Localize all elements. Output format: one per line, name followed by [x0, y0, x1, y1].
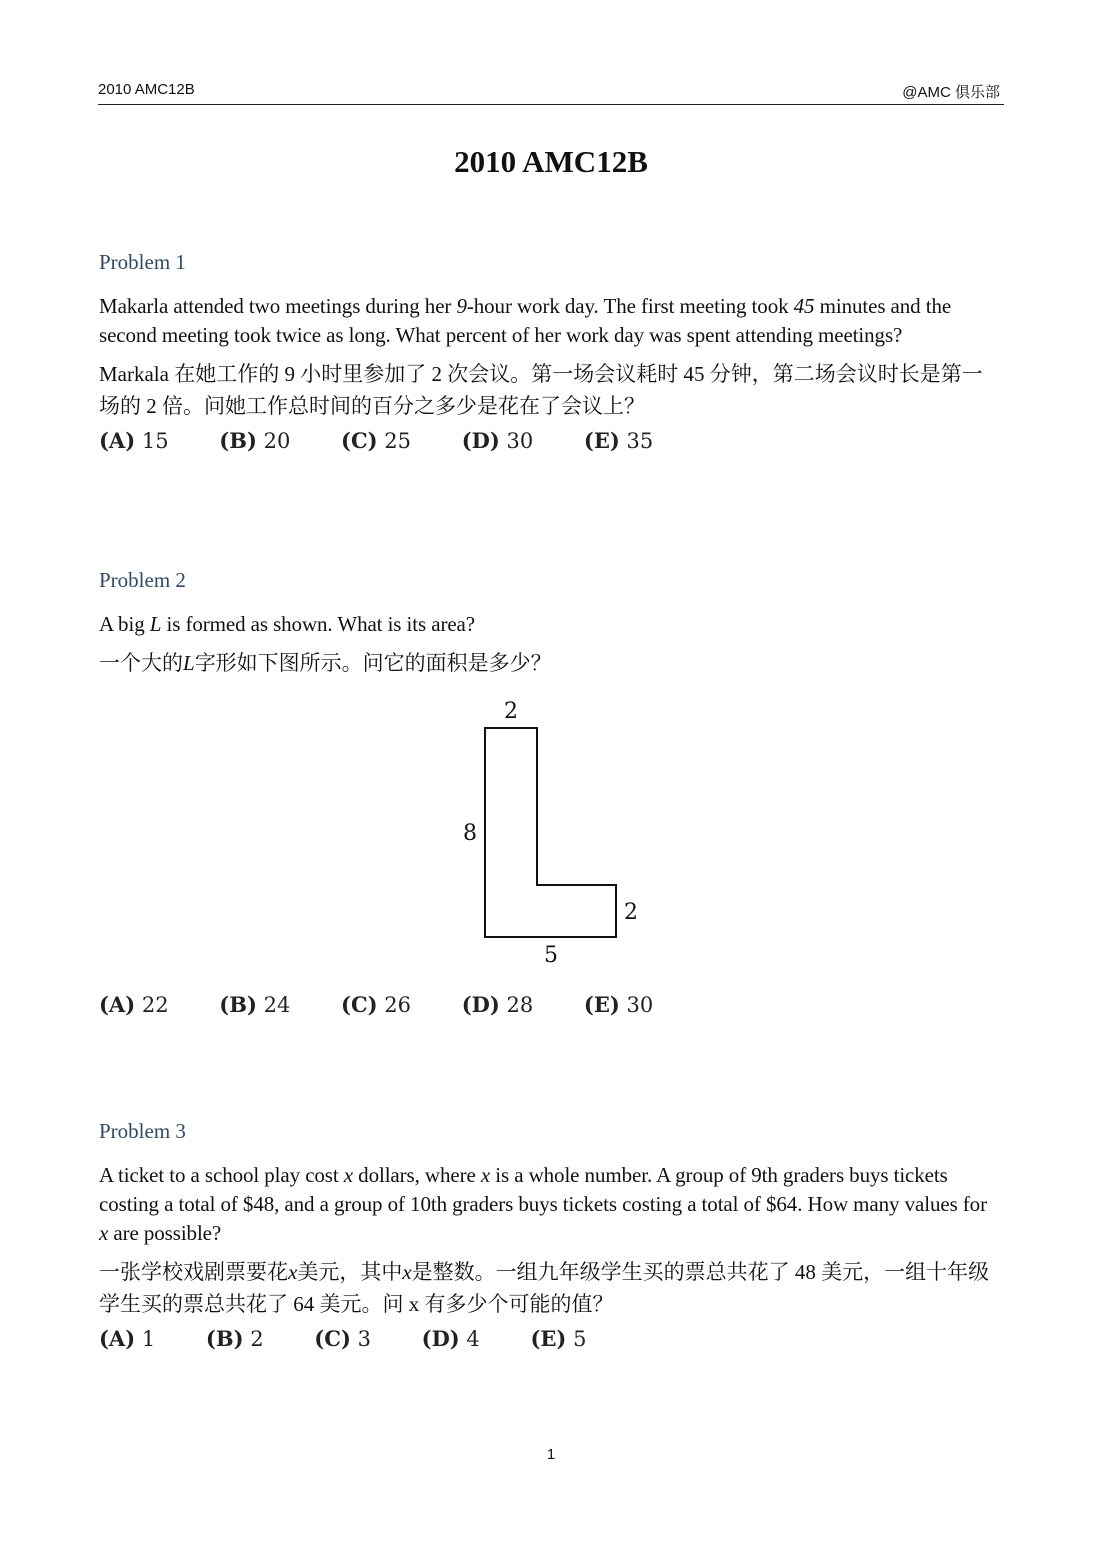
choice-value: 35 [626, 429, 654, 453]
choice-letter: (D) [461, 992, 500, 1017]
choice-e [584, 992, 653, 1017]
math-run: L [149, 612, 162, 636]
choice-letter: (A) [99, 1326, 136, 1351]
l-shape-outline [485, 728, 616, 937]
problem-1-choices [99, 428, 999, 453]
choice-value: 2 [250, 1327, 264, 1351]
problem-3-heading: Problem 3 [99, 1119, 186, 1143]
math-run: 48 [253, 1192, 275, 1216]
choice-letter: (C) [341, 428, 378, 453]
choice-e [584, 428, 653, 453]
math-run: 45 [793, 294, 815, 318]
choice-d [462, 992, 534, 1017]
choice-letter: (E) [530, 1326, 567, 1351]
choice-c [341, 428, 411, 453]
problem-3 [99, 1119, 999, 1351]
math-run: 9 [456, 294, 467, 318]
problem-2-heading: Problem 2 [99, 568, 186, 592]
choice-d [422, 1326, 480, 1351]
problem-2 [99, 568, 999, 683]
l-shape-figure [455, 694, 655, 970]
choice-letter: (D) [421, 1326, 460, 1351]
math-run: L [183, 651, 195, 675]
problem-2-choices [99, 992, 697, 1017]
choice-value: 26 [384, 993, 412, 1017]
choice-a [99, 1326, 155, 1351]
text-run: Makarla attended two meetings during her [99, 294, 457, 318]
text-run: are possible? [108, 1221, 222, 1245]
choice-letter: (C) [314, 1326, 351, 1351]
document-title: 2010 AMC12B [454, 144, 648, 179]
math-run: x [343, 1163, 354, 1187]
math-run: x [99, 1221, 109, 1245]
choice-e [530, 1326, 586, 1351]
problem-3-english [99, 1161, 999, 1248]
problem-2-chinese [99, 647, 999, 679]
text-run: 一个大的 [99, 651, 183, 675]
choice-letter: (B) [219, 992, 257, 1017]
choice-d [462, 428, 534, 453]
text-run: . How many values for [797, 1192, 987, 1216]
choice-value: 15 [141, 429, 169, 453]
choice-b [219, 428, 290, 453]
text-run: 一张学校戏剧票要花 [99, 1260, 288, 1284]
choice-letter: (E) [583, 428, 620, 453]
problem-2-english [99, 610, 999, 639]
label-left-height: 8 [463, 821, 477, 846]
math-run: x [402, 1260, 412, 1284]
text-run: A ticket to a school play cost [99, 1163, 344, 1187]
text-run: is formed as shown. What is its area? [161, 612, 475, 636]
text-run: minutes and the second meeting took twice as long. What percent of her work day was spent attending meetings? [99, 294, 952, 347]
text-run: 是整数。一组九年级学生买的票总共花了 48 美元，一组十年级学生买的票总共花了 64 美元。问 x 有多少个可能的值？ [99, 1260, 990, 1316]
text-run: 字形如下图所示。问它的面积是多少？ [194, 651, 552, 675]
choice-c [314, 1326, 371, 1351]
problem-1-chinese: Markala 在她工作的 9 小时里参加了 2 次会议。第一场会议耗时 45 分钟，第二场会议时长是第一场的 2 倍。问她工作总时间的百分之多少是花在了会议上？ [99, 362, 983, 418]
choice-letter: (C) [341, 992, 378, 1017]
choice-value: 28 [506, 993, 534, 1017]
choice-letter: (B) [219, 428, 257, 453]
text-run: dollars, where [353, 1163, 481, 1187]
choice-value: 4 [466, 1327, 480, 1351]
choice-b [206, 1326, 264, 1351]
choice-letter: (A) [99, 992, 136, 1017]
label-bottom-width: 5 [544, 943, 558, 968]
choice-a [99, 992, 169, 1017]
choice-letter: (B) [205, 1326, 244, 1351]
choice-value: 3 [357, 1327, 371, 1351]
math-run: x [288, 1260, 298, 1284]
choice-value: 22 [141, 993, 169, 1017]
choice-letter: (D) [461, 428, 500, 453]
label-right-height: 2 [624, 900, 638, 925]
choice-c [341, 992, 411, 1017]
problem-3-choices [99, 1326, 999, 1351]
choice-value: 1 [141, 1327, 156, 1351]
text-run: is a whole number. A group of 9th graders buys tickets costing a total of $ [99, 1163, 948, 1216]
problem-1-heading: Problem 1 [99, 250, 186, 274]
header-right-text: @AMC 俱乐部 [902, 84, 1000, 101]
choice-value: 25 [384, 429, 412, 453]
text-run: -hour work day. The first meeting took [466, 294, 794, 318]
problem-1-english [99, 292, 999, 350]
header-left-text: 2010 AMC12B [98, 81, 195, 98]
choice-letter: (E) [583, 992, 620, 1017]
math-run: 64 [776, 1192, 798, 1216]
choice-value: 20 [263, 429, 291, 453]
page-number: 1 [546, 1446, 556, 1463]
label-top-width: 2 [504, 699, 518, 724]
choice-value: 24 [263, 993, 291, 1017]
choice-letter: (A) [99, 428, 136, 453]
choice-b [219, 992, 290, 1017]
choice-a [99, 428, 169, 453]
choice-value: 30 [506, 429, 534, 453]
text-run: 美元，其中 [297, 1260, 403, 1284]
text-run: A big [99, 612, 150, 636]
choice-value: 5 [573, 1327, 587, 1351]
choice-value: 30 [626, 993, 654, 1017]
problem-1 [99, 250, 999, 453]
problem-3-chinese [99, 1256, 999, 1320]
page-header [98, 78, 1004, 105]
math-run: x [480, 1163, 491, 1187]
text-run: , and a group of 10th graders buys tickets costing a total of $ [274, 1192, 777, 1216]
